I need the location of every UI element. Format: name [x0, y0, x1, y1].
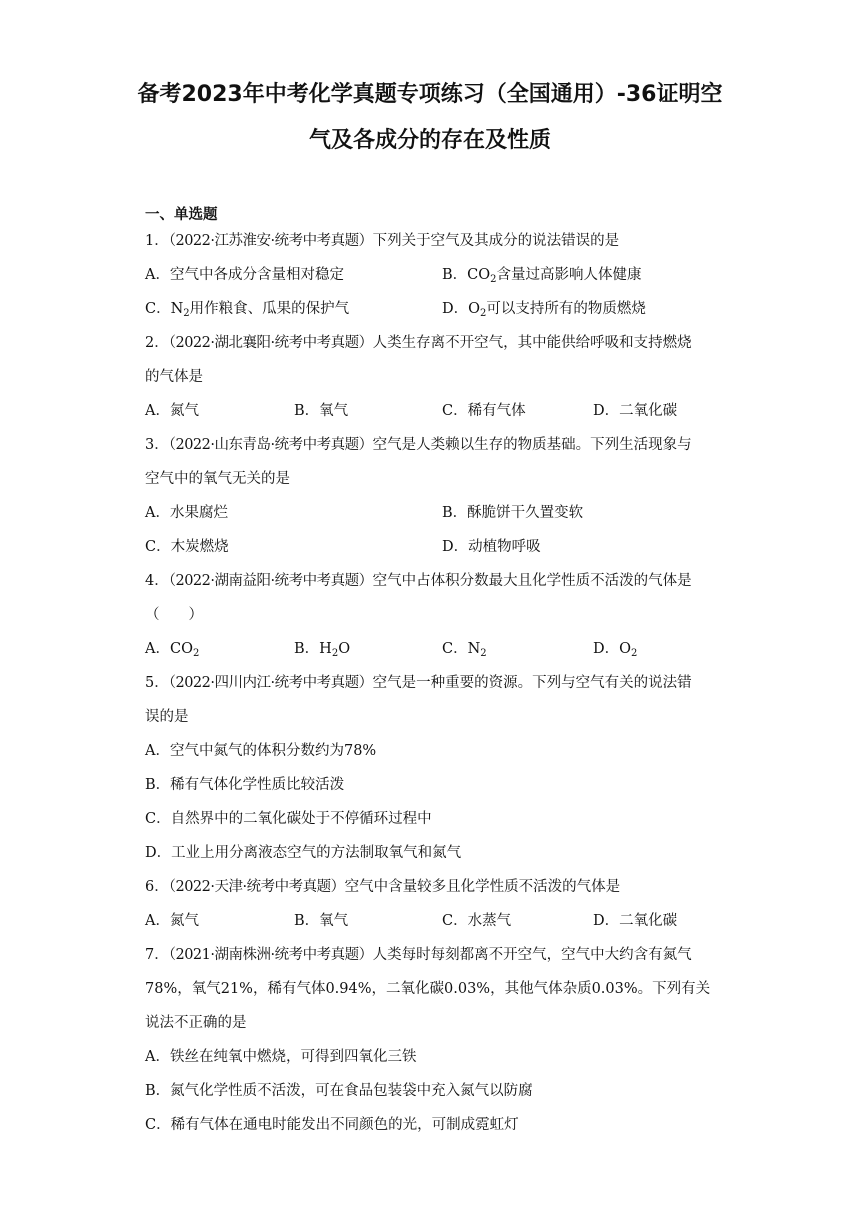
- question-3-options-row-1: [145, 496, 720, 530]
- question-3-stem: [145, 428, 720, 462]
- question-text: 空气是一种重要的资源。下列与空气有关的说法错: [372, 675, 692, 691]
- option-c: C．稀有气体在通电时能发出不同颜色的光，可制成霓虹灯: [145, 1117, 519, 1133]
- option-b: B．$CO_2$含量过高影响人体健康: [442, 267, 642, 285]
- option-c: C．木炭燃烧: [145, 539, 229, 555]
- question-number: 3．: [145, 437, 169, 453]
- option-c: C．$N_2$: [442, 641, 487, 659]
- option-d: D．二氧化碳: [593, 403, 678, 419]
- question-4-options: [145, 632, 720, 666]
- option-c: C．水蒸气: [442, 913, 512, 929]
- question-1-options-row-2: [145, 292, 720, 326]
- question-4-answer-blank: （ ）: [145, 607, 203, 623]
- question-number: 1．: [145, 233, 169, 249]
- option-b: B．氮气化学性质不活泼，可在食品包装袋中充入氮气以防腐: [145, 1083, 533, 1099]
- option-c: C．稀有气体: [442, 403, 526, 419]
- question-source: （2021·湖南株洲·统考中考真题）: [168, 947, 373, 963]
- question-source: （2022·湖南益阳·统考中考真题）: [168, 573, 373, 589]
- option-d: D．工业上用分离液态空气的方法制取氧气和氮气: [145, 845, 462, 861]
- option-d: D．$O_2$: [593, 641, 638, 659]
- option-a: A．氮气: [145, 403, 199, 419]
- title-line-2: 气及各成分的存在及性质: [308, 128, 551, 153]
- option-d: D．动植物呼吸: [442, 539, 541, 555]
- question-text: 空气中占体积分数最大且化学性质不活泼的气体是: [372, 573, 692, 589]
- option-d: D．$O_2$可以支持所有的物质燃烧: [442, 301, 646, 319]
- question-text: 空气中含量较多且化学性质不活泼的气体是: [344, 879, 621, 895]
- document-title: [90, 72, 770, 164]
- question-source: （2022·湖北襄阳·统考中考真题）: [168, 335, 373, 351]
- question-2-stem-cont: 的气体是: [145, 369, 203, 385]
- question-5-stem: [145, 666, 720, 700]
- option-c: C．自然界中的二氧化碳处于不停循环过程中: [145, 811, 432, 827]
- question-text: 人类每时每刻都离不开空气，空气中大约含有氮气: [372, 947, 692, 963]
- option-b: B．$H_2O$: [294, 641, 351, 659]
- question-2-stem: [145, 326, 720, 360]
- question-source: （2022·四川内江·统考中考真题）: [168, 675, 373, 691]
- question-number: 5．: [145, 675, 169, 691]
- question-4-stem: [145, 564, 720, 598]
- question-source: （2022·江苏淮安·统考中考真题）: [168, 233, 373, 249]
- question-number: 4．: [145, 573, 169, 589]
- question-number: 6．: [145, 879, 169, 895]
- question-number: 2．: [145, 335, 169, 351]
- section-heading: 一、单选题: [145, 207, 218, 223]
- option-a: A．空气中各成分含量相对稳定: [145, 267, 344, 283]
- option-a: A．$CO_2$: [145, 641, 200, 659]
- option-a: A．空气中氮气的体积分数约为78%: [145, 743, 377, 759]
- question-source: （2022·天津·统考中考真题）: [168, 879, 345, 895]
- option-b: B．氧气: [294, 403, 349, 419]
- question-number: 7．: [145, 947, 169, 963]
- question-5-stem-cont: 误的是: [145, 709, 189, 725]
- question-3-options-row-2: [145, 530, 720, 564]
- question-3-stem-cont: 空气中的氧气无关的是: [145, 471, 290, 487]
- option-b: B．酥脆饼干久置变软: [442, 505, 584, 521]
- question-7-stem-cont-2: 说法不正确的是: [145, 1015, 247, 1031]
- question-text: 空气是人类赖以生存的物质基础。下列生活现象与: [372, 437, 692, 453]
- question-6-options: [145, 904, 720, 938]
- question-source: （2022·山东青岛·统考中考真题）: [168, 437, 373, 453]
- question-7-stem-cont: 78%，氧气21%，稀有气体0.94%，二氧化碳0.03%，其他气体杂质0.03%。下列有关: [145, 981, 711, 997]
- question-list: [145, 224, 720, 1142]
- option-b: B．氧气: [294, 913, 349, 929]
- question-6-stem: [145, 870, 720, 904]
- question-2-options: [145, 394, 720, 428]
- title-line-1: 备考2023年中考化学真题专项练习（全国通用）-36证明空: [137, 82, 723, 107]
- question-1-stem: [145, 224, 720, 258]
- question-7-stem: [145, 938, 720, 972]
- option-c: C．$N_2$用作粮食、瓜果的保护气: [145, 301, 350, 319]
- option-a: A．铁丝在纯氧中燃烧，可得到四氧化三铁: [145, 1049, 417, 1065]
- question-text: 人类生存离不开空气，其中能供给呼吸和支持燃烧: [372, 335, 692, 351]
- question-1-options-row-1: [145, 258, 720, 292]
- option-d: D．二氧化碳: [593, 913, 678, 929]
- question-text: 下列关于空气及其成分的说法错误的是: [372, 233, 620, 249]
- option-b: B．稀有气体化学性质比较活泼: [145, 777, 345, 793]
- option-a: A．氮气: [145, 913, 199, 929]
- option-a: A．水果腐烂: [145, 505, 228, 521]
